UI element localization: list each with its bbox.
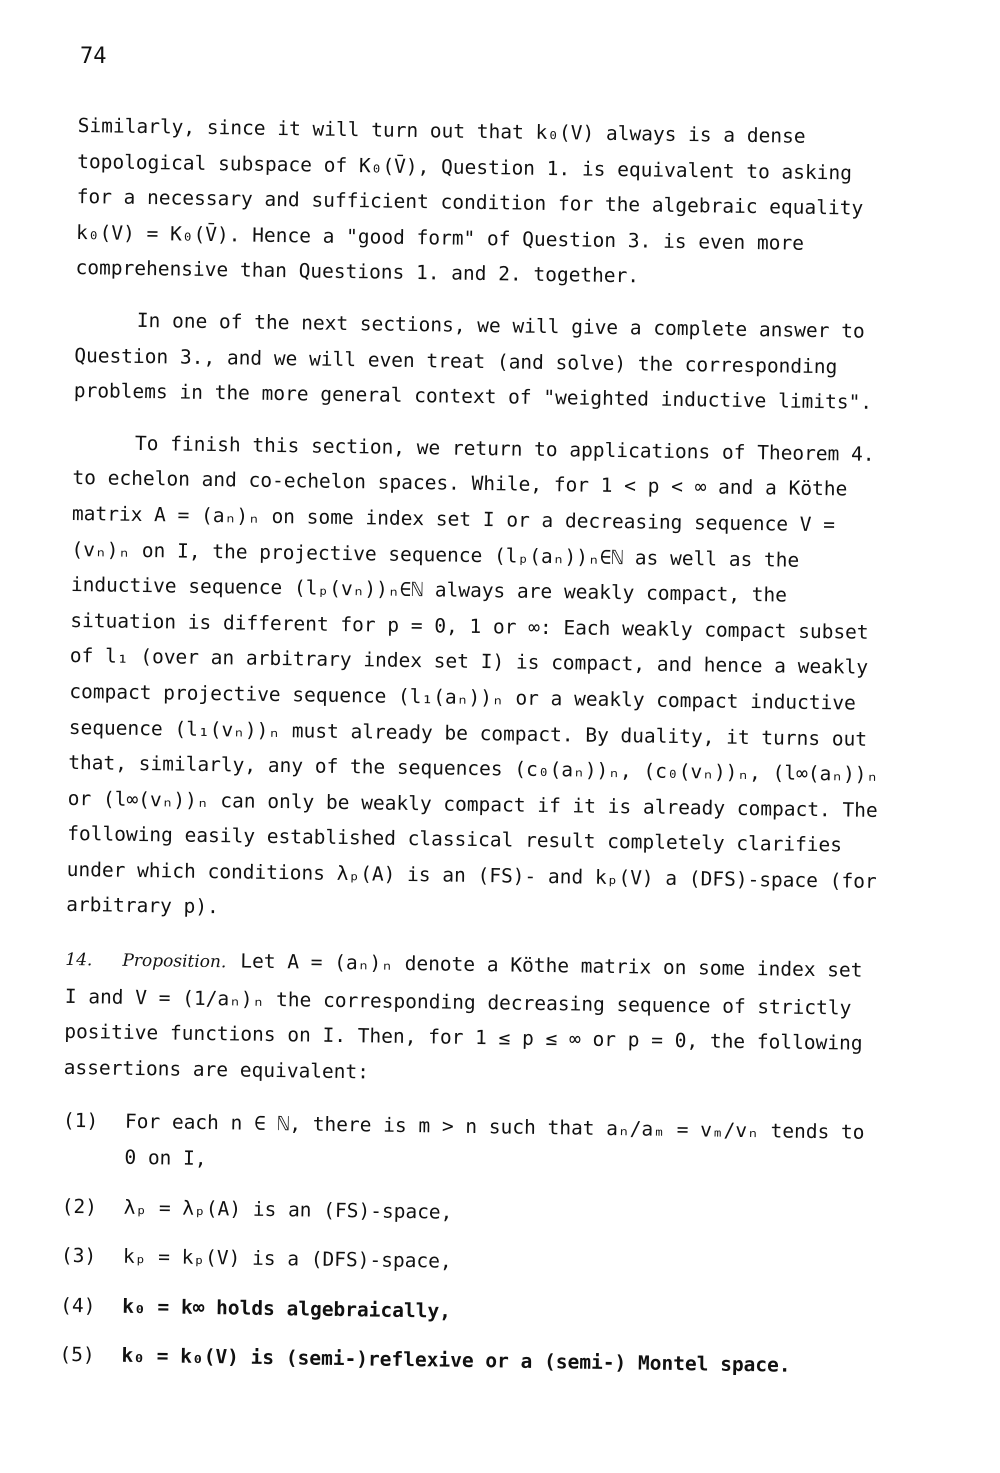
proposition-label: Proposition. — [122, 950, 227, 973]
assertion-label: (1) — [62, 1109, 99, 1133]
assertion-label: (3) — [60, 1244, 97, 1268]
paragraph-3: To finish this section, we return to applications of Theorem 4. to echelon and co-echelon spaces. While, for 1 < p < ∞ and a Köthe matrix A = (aₙ)ₙ on some index set I or a decreasing sequence V = (vₙ)ₙ on I, the projective sequence (lₚ(aₙ))ₙ∈ℕ as well as the inductive sequence (lₚ(vₙ))ₙ∈ℕ always are weakly compact, the situation is different for p = 0, 1 or ∞: Each weakly compact subset of l₁ (over an arbitrary index set I) is compact, and hence a weakly compact projective sequence (l₁(aₙ))ₙ or a weakly compact inductive sequence (l₁(vₙ))ₙ must already be compact. By duality, it turns out that, similarly, any of the sequences (c₀(aₙ))ₙ, (c₀(vₙ))ₙ, (l∞(aₙ))ₙ or (l∞(vₙ))ₙ can only be weakly compact if it is already compact. The following easily established classical result completely clarifies under which conditions λₚ(A) is an (FS)- and kₚ(V) a (DFS)-space (for arbitrary p). — [66, 431, 879, 919]
proposition-number: 14. — [65, 949, 93, 971]
assertion-text: λₚ = λₚ(A) is an (FS)-space, — [123, 1195, 453, 1224]
assertion-item — [61, 1189, 881, 1237]
paragraph-1: Similarly, since it will turn out that k₀(V) always is a dense topological subspace of K₀(V̄), Question 1. is equivalent to asking for a necessary and sufficient condition for the algebraic equality k₀(V) = K₀(V̄). Hence a "good form" of Question 3. is even more comprehensive than Questions 1. and 2. together. — [75, 113, 864, 288]
assertion-text: k₀ = k₀(V) is (semi-)reflexive or a (semi-) Montel space. — [121, 1344, 791, 1378]
paragraph-2: In one of the next sections, we will give a complete answer to Question 3., and we will even treat (and solve) the corresponding problems in the more general context of "weighted inductive limits". — [73, 308, 873, 414]
assertion-label: (2) — [61, 1194, 98, 1219]
assertion-label: (4) — [60, 1293, 96, 1318]
assertion-label: (5) — [59, 1343, 95, 1367]
assertion-item — [62, 1103, 883, 1186]
body-text — [59, 108, 898, 1399]
assertion-text: kₚ = kₚ(V) is a (DFS)-space, — [122, 1245, 452, 1273]
assertion-item — [59, 1337, 879, 1385]
assertion-text: k₀ = k∞ holds algebraically, — [122, 1294, 452, 1323]
assertion-text: For each n ∈ ℕ, there is m > n such that aₙ/aₘ = vₘ/vₙ tends to 0 on I, — [124, 1110, 865, 1171]
assertion-list — [59, 1103, 883, 1385]
assertion-item — [60, 1288, 880, 1336]
assertion-item — [61, 1238, 881, 1286]
proposition-text: Let A = (aₙ)ₙ denote a Köthe matrix on some index set I and V = (1/aₙ)ₙ the corresponding decreasing sequence of strictly positive functions on I. Then, for 1 ≤ p ≤ ∞ or p = 0, the following assertions are equivalent: — [63, 949, 863, 1084]
page-number: 74 — [80, 44, 107, 69]
proposition — [63, 941, 885, 1098]
